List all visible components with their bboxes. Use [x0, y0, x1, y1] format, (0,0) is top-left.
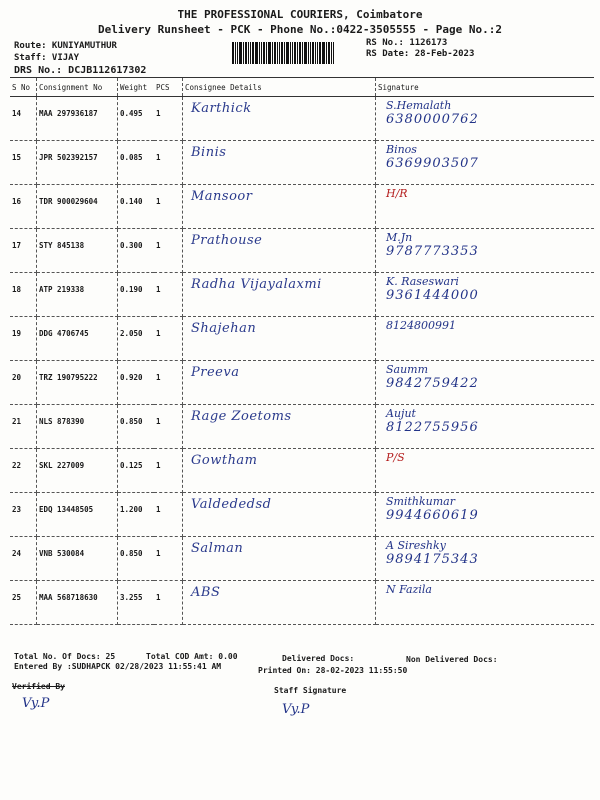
- signature-text: Smithkumar: [386, 495, 455, 508]
- barcode-bar: [252, 42, 254, 64]
- barcode-bar: [322, 42, 325, 64]
- consignee-name: Radha Vijayalaxmi: [191, 277, 322, 292]
- staff-signature: Vy.P: [282, 702, 310, 717]
- cell-consignment: JPR 502392157: [37, 141, 118, 185]
- col-weight: Weight: [118, 78, 155, 97]
- cell-signature: [376, 537, 595, 581]
- cell-consignment: STY 845138: [37, 229, 118, 273]
- cell-consignee: [183, 581, 376, 625]
- cell-sno: 15: [10, 141, 37, 185]
- consignee-name: Prathouse: [191, 233, 263, 248]
- signature-text: K. Raseswari: [386, 275, 459, 288]
- cell-signature: [376, 449, 595, 493]
- cell-consignment: MAA 297936187: [37, 97, 118, 141]
- barcode: [232, 42, 352, 64]
- cell-weight: 0.920: [118, 361, 155, 405]
- barcode-bar: [331, 42, 332, 64]
- cell-consignment: ATP 219338: [37, 273, 118, 317]
- runsheet-table: [10, 77, 594, 625]
- cell-pcs: 1: [154, 449, 183, 493]
- cell-sno: 24: [10, 537, 37, 581]
- barcode-bar: [326, 42, 327, 64]
- cell-pcs: 1: [154, 141, 183, 185]
- cell-consignee: [183, 537, 376, 581]
- signature-text: Aujut: [386, 407, 416, 420]
- barcode-bar: [232, 42, 234, 64]
- barcode-bar: [268, 42, 271, 64]
- table-row: [10, 405, 594, 449]
- cell-signature: [376, 141, 595, 185]
- table-row: [10, 493, 594, 537]
- runsheet-title: Delivery Runsheet - PCK - Phone No.:0422-3505555 - Page No.:2: [98, 23, 502, 36]
- signature-text: H/R: [386, 187, 408, 200]
- consignee-name: ABS: [191, 585, 221, 600]
- route-label: Route: KUNIYAMUTHUR: [14, 41, 117, 51]
- cell-consignment: SKL 227009: [37, 449, 118, 493]
- signature-text: 8124800991: [386, 319, 456, 332]
- cell-weight: 0.850: [118, 405, 155, 449]
- cell-signature: [376, 273, 595, 317]
- signature-phone: 6380000762: [386, 112, 479, 127]
- cell-signature: [376, 229, 595, 273]
- barcode-bar: [263, 42, 265, 64]
- cell-consignment: TRZ 190795222: [37, 361, 118, 405]
- signature-phone: 9944660619: [386, 508, 479, 523]
- drs-label: DRS No.: DCJB112617302: [14, 65, 147, 76]
- cell-signature: [376, 185, 595, 229]
- barcode-bar: [266, 42, 267, 64]
- signature-text: M.Jn: [386, 231, 413, 244]
- signature-phone: 9894175343: [386, 552, 479, 567]
- cell-pcs: 1: [154, 361, 183, 405]
- cell-signature: [376, 361, 595, 405]
- cell-sno: 22: [10, 449, 37, 493]
- consignee-name: Karthick: [191, 101, 252, 116]
- cell-weight: 0.085: [118, 141, 155, 185]
- cell-consignment: VNB 530084: [37, 537, 118, 581]
- signature-phone: 6369903507: [386, 156, 479, 171]
- barcode-bar: [281, 42, 283, 64]
- cell-consignee: [183, 317, 376, 361]
- barcode-bar: [250, 42, 251, 64]
- signature-text: N Fazila: [386, 583, 432, 596]
- barcode-bar: [245, 42, 247, 64]
- cell-signature: [376, 405, 595, 449]
- cell-weight: 3.255: [118, 581, 155, 625]
- consignee-name: Valdededsd: [191, 497, 272, 512]
- barcode-bar: [319, 42, 321, 64]
- signature-text: Binos: [386, 143, 417, 156]
- barcode-bar: [308, 42, 309, 64]
- cell-consignee: [183, 273, 376, 317]
- printed-on: Printed On: 28-02-2023 11:55:50: [258, 666, 408, 675]
- cell-pcs: 1: [154, 317, 183, 361]
- barcode-bar: [290, 42, 291, 64]
- signature-phone: 9787773353: [386, 244, 479, 259]
- cell-consignee: [183, 97, 376, 141]
- cell-pcs: 1: [154, 229, 183, 273]
- barcode-bar: [328, 42, 330, 64]
- rs-date: RS Date: 28-Feb-2023: [366, 49, 475, 59]
- table-row: [10, 581, 594, 625]
- table-row: [10, 449, 594, 493]
- table-row: [10, 229, 594, 273]
- cell-consignee: [183, 361, 376, 405]
- signature-text: A Sireshky: [386, 539, 446, 552]
- cell-consignee: [183, 185, 376, 229]
- total-docs: Total No. Of Docs: 25: [14, 652, 116, 661]
- cell-signature: [376, 97, 595, 141]
- cell-consignment: TDR 900029604: [37, 185, 118, 229]
- cell-pcs: 1: [154, 581, 183, 625]
- staff-label: Staff: VIJAY: [14, 53, 80, 63]
- rs-number: RS No.: 1126173: [366, 38, 448, 48]
- barcode-bar: [292, 42, 293, 64]
- table-row: [10, 97, 594, 141]
- consignee-name: Binis: [191, 145, 227, 160]
- table-row: [10, 361, 594, 405]
- entered-by: Entered By :SUDHAPCK 02/28/2023 11:55:41 AM: [14, 662, 222, 671]
- cell-sno: 19: [10, 317, 37, 361]
- barcode-bar: [237, 42, 238, 64]
- cell-pcs: 1: [154, 537, 183, 581]
- table-row: [10, 537, 594, 581]
- consignee-name: Salman: [191, 541, 244, 556]
- col-pcs: PCS: [154, 78, 183, 97]
- verified-by-label: Verified By: [12, 682, 65, 691]
- consignee-name: Gowtham: [191, 453, 258, 468]
- barcode-bar: [333, 42, 334, 64]
- barcode-bar: [235, 42, 236, 64]
- barcode-bar: [248, 42, 249, 64]
- cell-consignment: EDQ 13448505: [37, 493, 118, 537]
- table-row: [10, 185, 594, 229]
- barcode-bar: [274, 42, 276, 64]
- verified-signature: Vy.P: [22, 696, 50, 711]
- cell-consignment: DDG 4706745: [37, 317, 118, 361]
- cell-weight: 0.495: [118, 97, 155, 141]
- cell-signature: [376, 581, 595, 625]
- barcode-bar: [255, 42, 258, 64]
- cell-weight: 0.850: [118, 537, 155, 581]
- cell-sno: 18: [10, 273, 37, 317]
- barcode-bar: [294, 42, 296, 64]
- barcode-bar: [302, 42, 303, 64]
- cell-consignee: [183, 405, 376, 449]
- col-signature: Signature: [376, 78, 595, 97]
- signature-text: S.Hemalath: [386, 99, 452, 112]
- cell-pcs: 1: [154, 97, 183, 141]
- barcode-bar: [279, 42, 280, 64]
- barcode-bar: [286, 42, 289, 64]
- barcode-bar: [297, 42, 298, 64]
- barcode-bar: [243, 42, 244, 64]
- cell-weight: 0.190: [118, 273, 155, 317]
- barcode-bar: [259, 42, 260, 64]
- cell-sno: 17: [10, 229, 37, 273]
- total-cod: Total COD Amt: 0.00: [146, 652, 238, 661]
- barcode-bar: [317, 42, 318, 64]
- barcode-bar: [261, 42, 262, 64]
- col-consignment: Consignment No: [37, 78, 118, 97]
- cell-consignee: [183, 229, 376, 273]
- barcode-bar: [239, 42, 242, 64]
- cell-pcs: 1: [154, 185, 183, 229]
- barcode-bar: [310, 42, 311, 64]
- cell-sno: 16: [10, 185, 37, 229]
- cell-sno: 23: [10, 493, 37, 537]
- staff-signature-label: Staff Signature: [274, 686, 347, 695]
- signature-phone: 9842759422: [386, 376, 479, 391]
- cell-sno: 25: [10, 581, 37, 625]
- consignee-name: Shajehan: [191, 321, 257, 336]
- cell-pcs: 1: [154, 405, 183, 449]
- barcode-bar: [304, 42, 307, 64]
- col-sno: S No: [10, 78, 37, 97]
- table-header-row: [10, 78, 594, 97]
- cell-weight: 1.200: [118, 493, 155, 537]
- cell-consignee: [183, 449, 376, 493]
- consignee-name: Rage Zoetoms: [191, 409, 292, 424]
- cell-weight: 0.125: [118, 449, 155, 493]
- cell-pcs: 1: [154, 493, 183, 537]
- barcode-bar: [277, 42, 278, 64]
- cell-sno: 14: [10, 97, 37, 141]
- barcode-bar: [284, 42, 285, 64]
- company-title: THE PROFESSIONAL COURIERS, Coimbatore: [177, 8, 423, 21]
- col-consignee: Consignee Details: [183, 78, 376, 97]
- cell-signature: [376, 317, 595, 361]
- cell-pcs: 1: [154, 273, 183, 317]
- cell-sno: 20: [10, 361, 37, 405]
- cell-weight: 0.300: [118, 229, 155, 273]
- table-row: [10, 141, 594, 185]
- table-row: [10, 273, 594, 317]
- signature-text: P/S: [386, 451, 405, 464]
- cell-signature: [376, 493, 595, 537]
- cell-consignment: MAA 568718630: [37, 581, 118, 625]
- barcode-bar: [299, 42, 301, 64]
- consignee-name: Preeva: [191, 365, 240, 380]
- signature-phone: 8122755956: [386, 420, 479, 435]
- signature-phone: 9361444000: [386, 288, 479, 303]
- cell-consignment: NLS 878390: [37, 405, 118, 449]
- cell-consignee: [183, 493, 376, 537]
- barcode-bar: [272, 42, 273, 64]
- barcode-bar: [312, 42, 314, 64]
- cell-weight: 2.050: [118, 317, 155, 361]
- cell-consignee: [183, 141, 376, 185]
- cell-sno: 21: [10, 405, 37, 449]
- table-row: [10, 317, 594, 361]
- signature-text: Saumm: [386, 363, 429, 376]
- consignee-name: Mansoor: [191, 189, 253, 204]
- cell-weight: 0.140: [118, 185, 155, 229]
- barcode-bar: [315, 42, 316, 64]
- non-delivered-docs: Non Delivered Docs:: [406, 655, 498, 664]
- delivered-docs: Delivered Docs:: [282, 654, 355, 663]
